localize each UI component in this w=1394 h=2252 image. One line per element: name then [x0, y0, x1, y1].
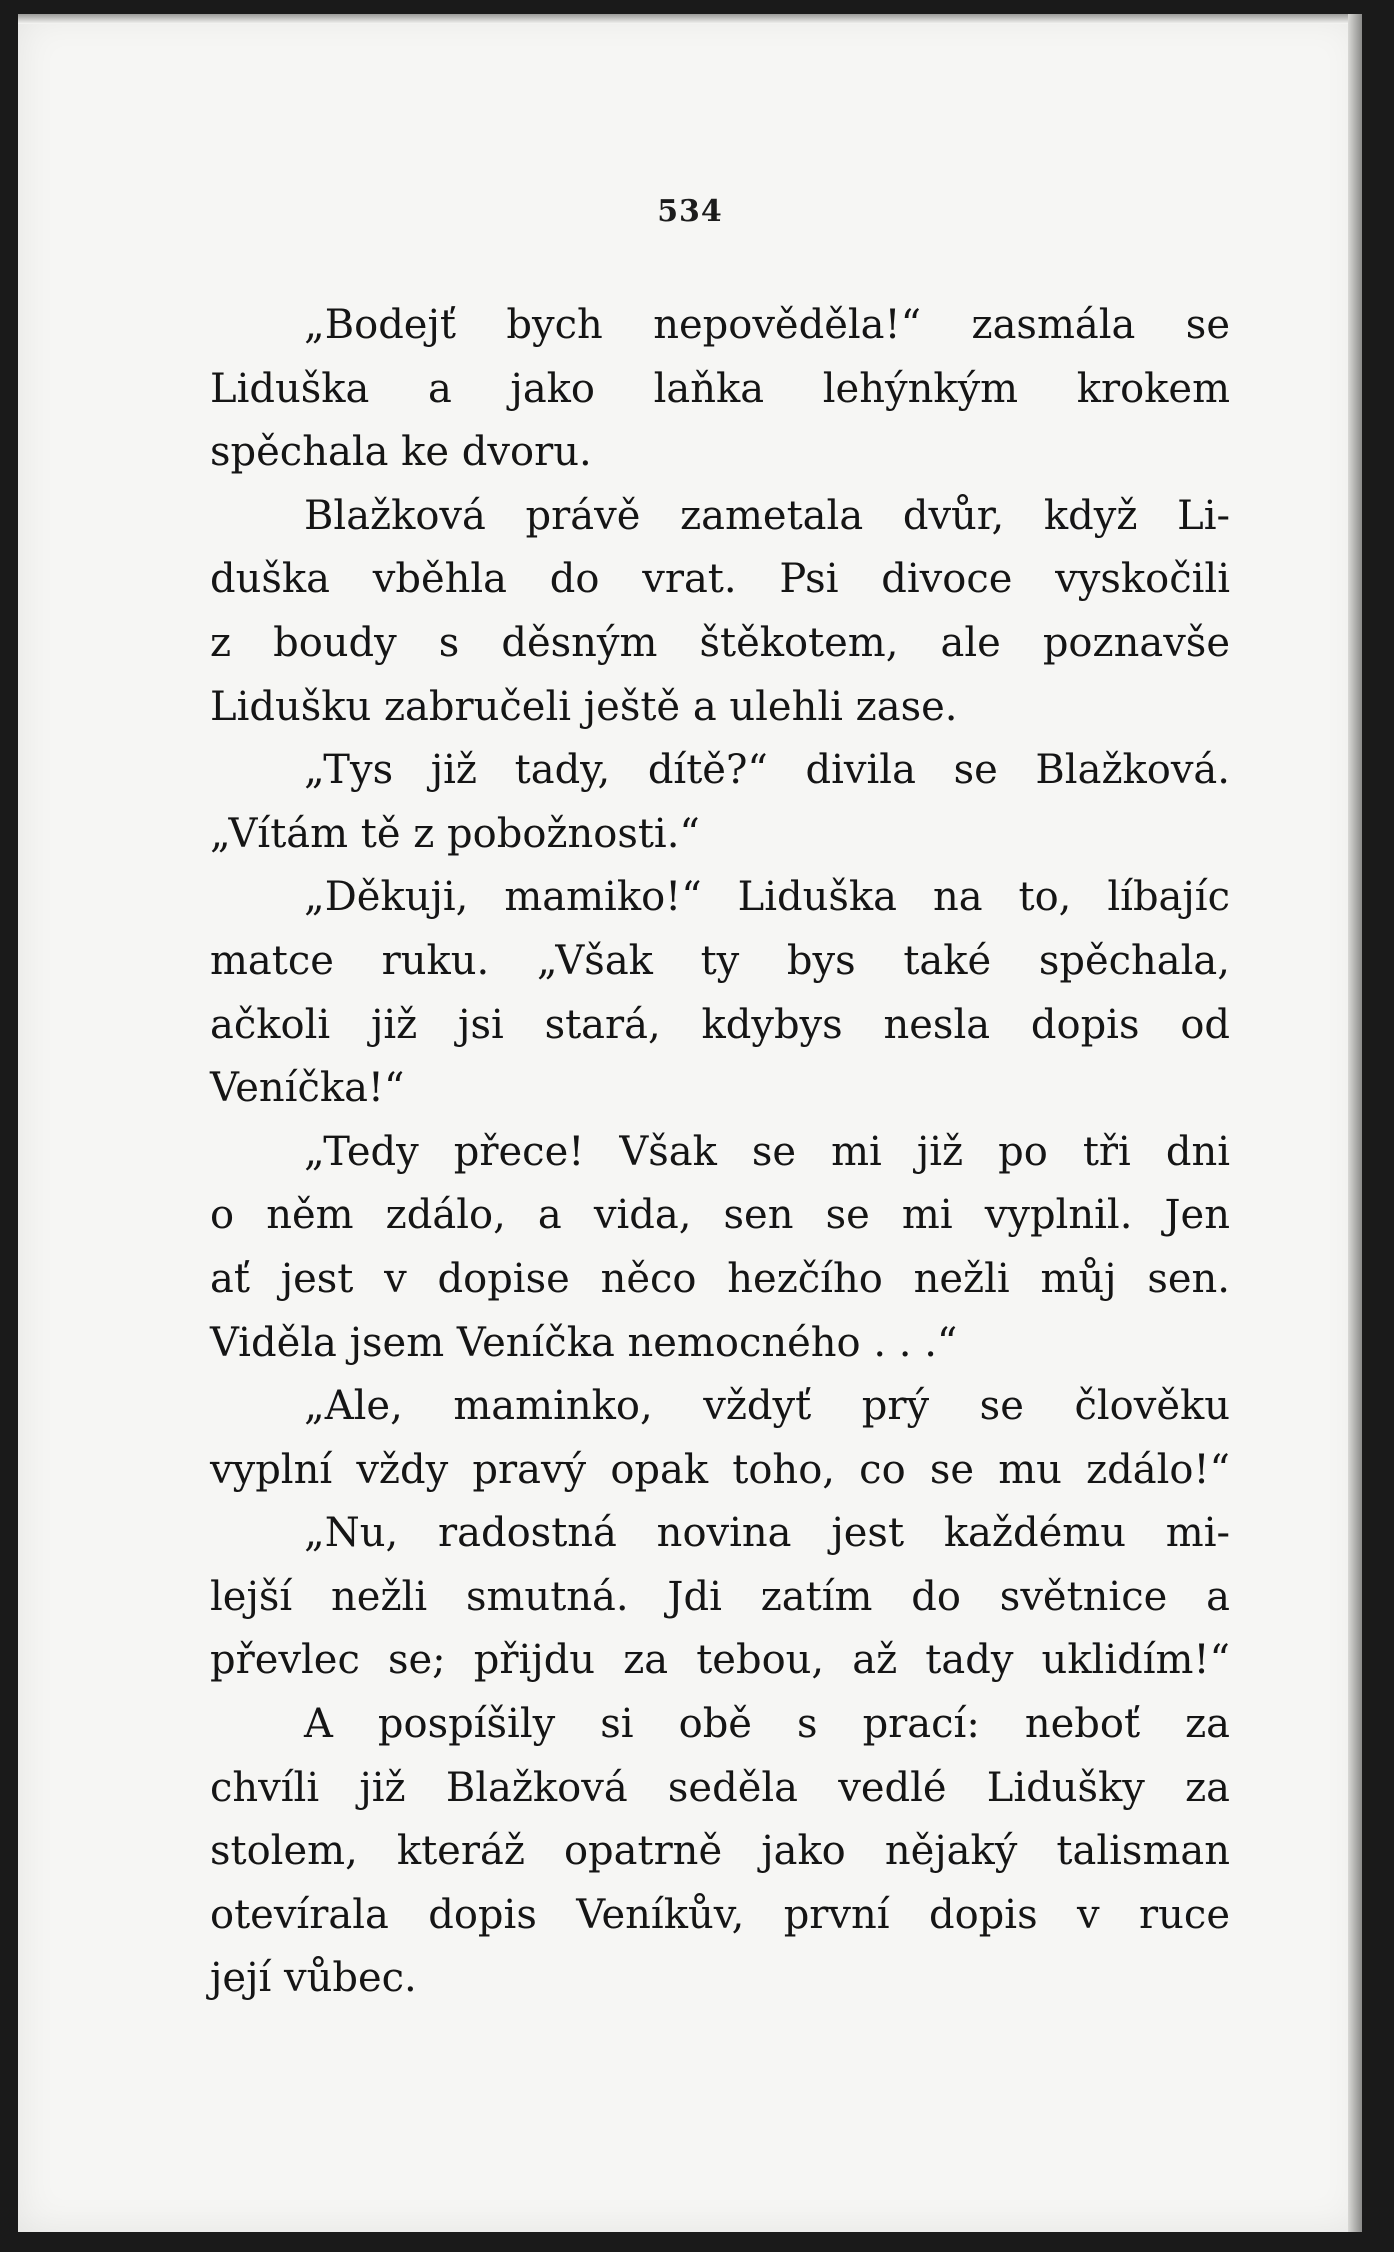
text-line: ať jest v dopise něco hezčího nežli můj sen. [210, 1255, 1230, 1302]
text-line: Blažková právě zametala dvůr, když Li- [304, 492, 1230, 539]
text-line: „Vítám tě z pobožnosti.“ [210, 810, 700, 857]
text-line: „Nu, radostná novina jest každému mi- [304, 1510, 1230, 1557]
text-line: o něm zdálo, a vida, sen se mi vyplnil. Jen [210, 1192, 1230, 1239]
text-line: spěchala ke dvoru. [210, 429, 592, 476]
body-text [210, 294, 1230, 2011]
book-page [18, 14, 1362, 2232]
text-line: z boudy s děsným štěkotem, ale poznavše [210, 619, 1230, 666]
text-line: Liduška a jako laňka lehýnkým krokem [210, 365, 1230, 412]
text-line: chvíli již Blažková seděla vedlé Lidušky za [210, 1764, 1230, 1811]
text-line: Viděla jsem Veníčka nemocného . . .“ [210, 1319, 958, 1366]
page-number: 534 [657, 194, 723, 229]
text-line: vyplní vždy pravý opak toho, co se mu zdálo!“ [210, 1446, 1230, 1493]
text-line: Veníčka!“ [210, 1065, 405, 1112]
text-line: její vůbec. [210, 1955, 417, 2002]
text-line: ačkoli již jsi stará, kdybys nesla dopis od [210, 1001, 1230, 1048]
text-line: Lidušku zabručeli ještě a ulehli zase. [210, 683, 958, 730]
text-line: „Ale, maminko, vždyť prý se člověku [304, 1383, 1230, 1430]
text-line: duška vběhla do vrat. Psi divoce vyskočili [210, 556, 1230, 603]
text-line: lejší nežli smutná. Jdi zatím do světnice a [210, 1573, 1230, 1620]
text-line: „Bodejť bych nepověděla!“ zasmála se [304, 302, 1230, 348]
page-right-edge [1348, 14, 1362, 2232]
page-top-edge [18, 14, 1362, 24]
text-line: převlec se; přijdu za tebou, až tady uklidím!“ [210, 1637, 1230, 1684]
text-line: A pospíšily si obě s prací: neboť za [304, 1701, 1230, 1748]
text-line: otevírala dopis Veníkův, první dopis v ruce [210, 1891, 1230, 1938]
text-line: stolem, kteráž opatrně jako nějaký talisman [210, 1828, 1230, 1875]
text-line: „Tys již tady, dítě?“ divila se Blažková. [304, 747, 1230, 794]
text-line: matce ruku. „Však ty bys také spěchala, [210, 937, 1230, 984]
text-line: „Děkuji, mamiko!“ Liduška na to, líbajíc [304, 874, 1230, 921]
text-line: „Tedy přece! Však se mi již po tři dni [304, 1128, 1230, 1175]
